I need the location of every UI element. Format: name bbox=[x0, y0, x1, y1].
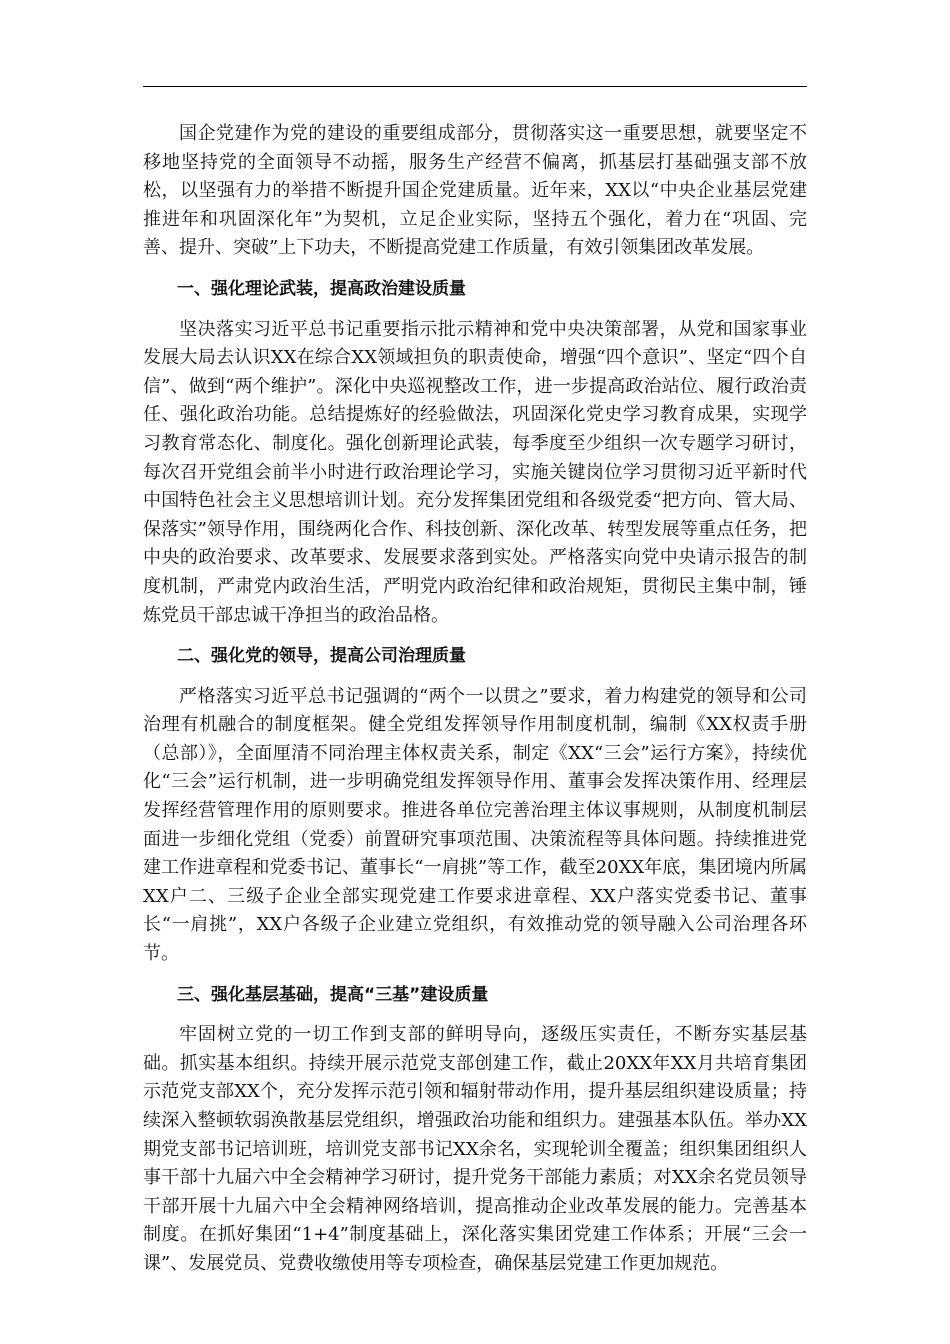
section-heading-2: 二、强化党的领导，提高公司治理质量 bbox=[177, 646, 466, 667]
section-heading-3: 三、强化基层基础，提高“三基”建设质量 bbox=[177, 984, 489, 1005]
intro-paragraph: 国企党建作为党的建设的重要组成部分，贯彻落实这一重要思想，就要坚定不移地坚持党的全面领导不动摇，服务生产经营不偏离，抓基层打基础强支部不放松，以坚强有力的举措不断提升国企党建质量。近年来，XX以“中央企业基层党建推进年和巩固深化年”为契机，立足企业实际，坚持五个强化，着力在“巩固、完善、提升、突破”上下功夫，不断提高党建工作质量，有效引领集团改革发展。 bbox=[143, 123, 807, 259]
section-paragraph-1: 坚决落实习近平总书记重要指示批示精神和党中央决策部署，从党和国家事业发展大局去认识XX在综合XX领域担负的职责使命，增强“四个意识”、坚定“四个自信”、做到“两个维护”。深化中央巡视整改工作，进一步提高政治站位、履行政治责任、强化政治功能。总结提炼好的经验做法，巩固深化党史学习教育成果，实现学习教育常态化、制度化。强化创新理论武装，每季度至少组织一次专题学习研讨，每次召开党组会前半小时进行政治理论学习，实施关键岗位学习贯彻习近平新时代中国特色社会主义思想培训计划。充分发挥集团党组和各级党委“把方向、管大局、保落实”领导作用，围绕两化合作、科技创新、深化改革、转型发展等重点任务，把中央的政治要求、改革要求、发展要求落到实处。严格落实向党中央请示报告的制度机制，严肃党内政治生活，严明党内政治纪律和政治规矩，贯彻民主集中制，锤炼党员干部忠诚干净担当的政治品格。 bbox=[143, 318, 807, 626]
section-heading-1: 一、强化理论武装，提高政治建设质量 bbox=[177, 278, 466, 299]
section-paragraph-3: 牢固树立党的一切工作到支部的鲜明导向，逐级压实责任，不断夯实基层基础。抓实基本组织。持续开展示范党支部创建工作，截止20XX年XX月共培育集团示范党支部XX个，充分发挥示范引领和辐射带动作用，提升基层组织建设质量；持续深入整顿软弱涣散基层党组织，增强政治功能和组织力。建强基本队伍。举办XX期党支部书记培训班，培训党支部书记XX余名，实现轮训全覆盖；组织集团组织人事干部十九届六中全会精神学习研讨，提升党务干部能力素质；对XX余名党员领导干部开展十九届六中全会精神网络培训，提高推动企业改革发展的能力。完善基本制度。在抓好集团“1+4”制度基础上，深化落实集团党建工作体系；开展“三会一课”、发展党员、党费收缴使用等专项检查，确保基层党建工作更加规范。 bbox=[143, 1024, 807, 1274]
header-rule bbox=[143, 86, 807, 87]
section-paragraph-2: 严格落实习近平总书记强调的“两个一以贯之”要求，着力构建党的领导和公司治理有机融合的制度框架。健全党组发挥领导作用制度机制，编制《XX权责手册（总部）》，全面厘清不同治理主体权责关系，制定《XX“三会”运行方案》，持续优化“三会”运行机制，进一步明确党组发挥领导作用、董事会发挥决策作用、经理层发挥经营管理作用的原则要求。推进各单位完善治理主体议事规则，从制度机制层面进一步细化党组（党委）前置研究事项范围、决策流程等具体问题。持续推进党建工作进章程和党委书记、董事长“一肩挑”等工作，截至20XX年底，集团境内所属XX户二、三级子企业全部实现党建工作要求进章程、XX户落实党委书记、董事长“一肩挑”，XX户各级子企业建立党组织，有效推动党的领导融入公司治理各环节。 bbox=[143, 685, 807, 965]
document-body bbox=[143, 120, 807, 1291]
